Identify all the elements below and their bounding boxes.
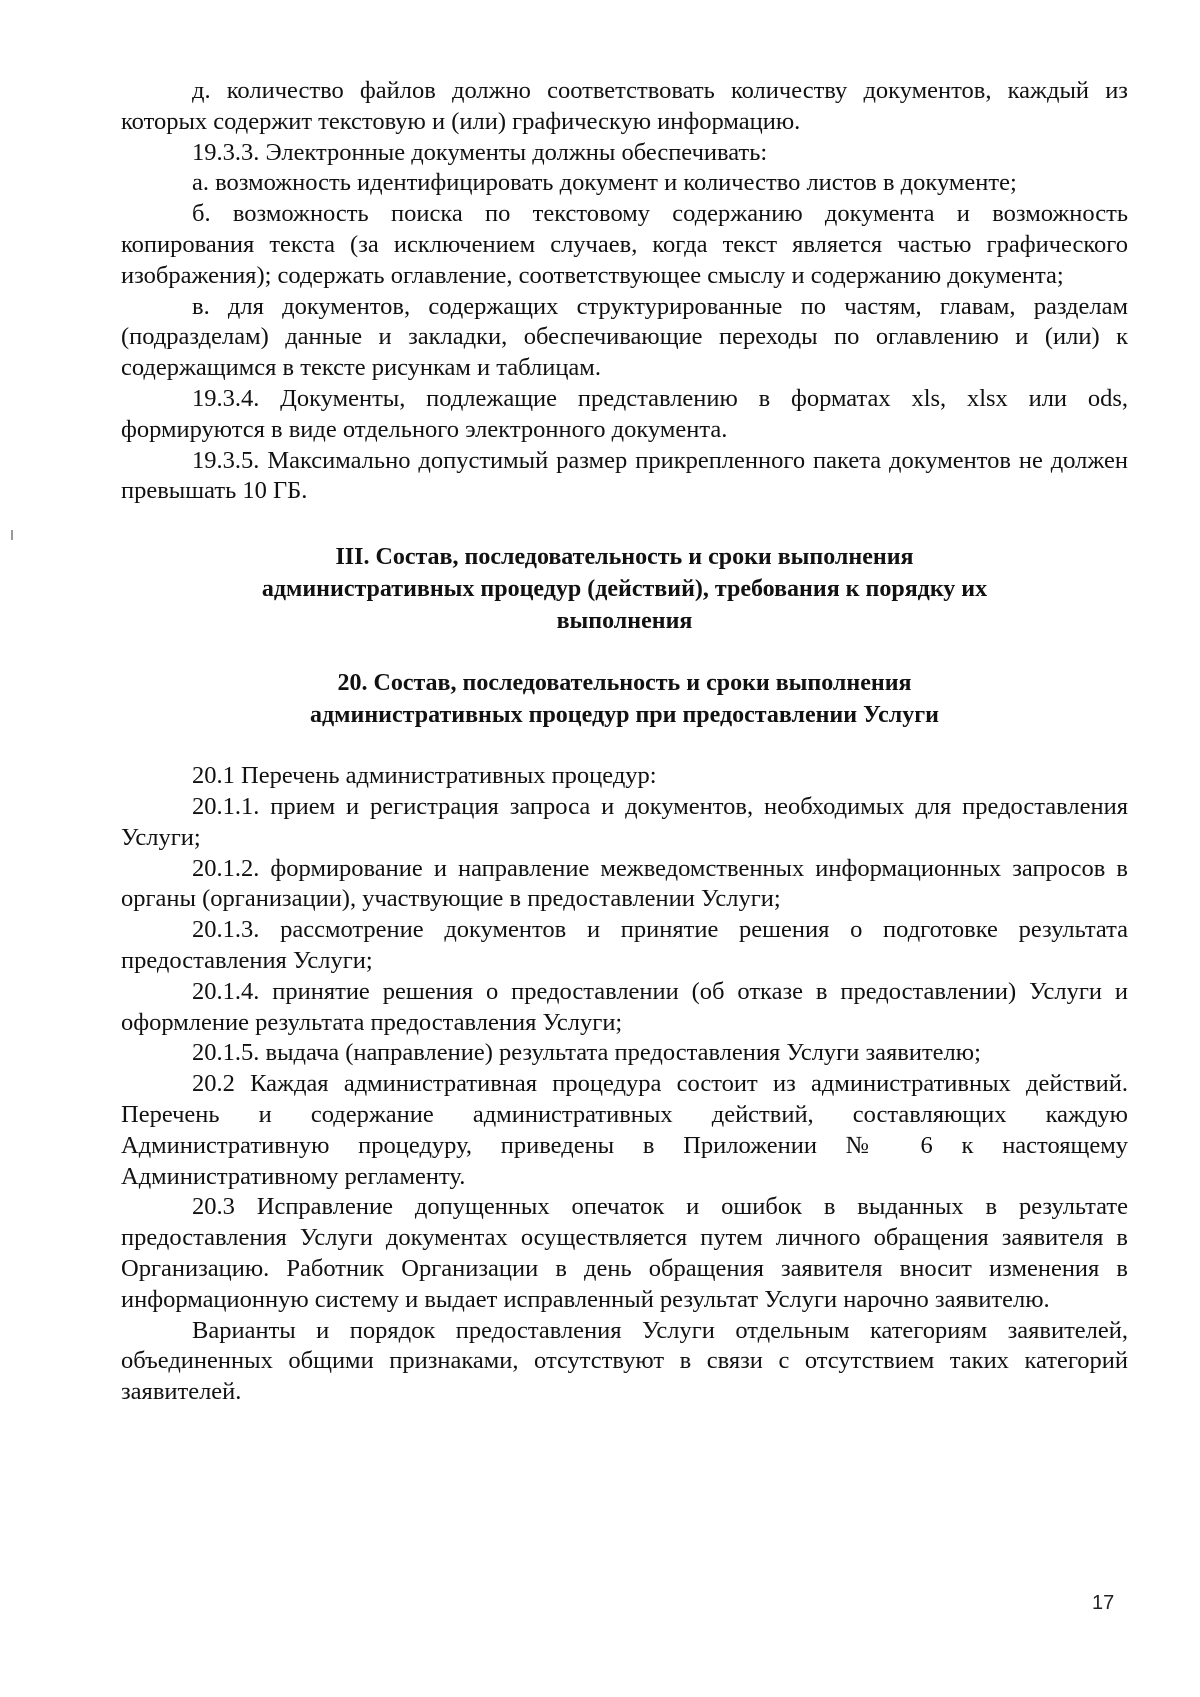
subsection-heading-20	[121, 667, 1128, 731]
section-heading-iii	[121, 541, 1128, 637]
paragraph-20-1: 20.1 Перечень административных процедур:	[192, 762, 657, 790]
paragraph-d-files: д. количество файлов должно соответствовать количеству документов, каждый из которых содержит текстовую и (или) графическую информацию.	[121, 77, 1128, 135]
paragraph-20-3: 20.3 Исправление допущенных опечаток и ошибок в выданных в результате предоставления Услуги документах осуществляется путем личного обращения заявителя в Организацию. Работник Организации в день обращения заявителя вносит изменения в информационную систему и выдает исправленный результат Услуги нарочно заявителю.	[121, 1193, 1128, 1313]
section-heading-line: III. Состав, последовательность и сроки выполнения	[335, 544, 914, 571]
paragraph-20-1-4: 20.1.4. принятие решения о предоставлении (об отказе в предоставлении) Услуги и оформление результата предоставления Услуги;	[121, 977, 1128, 1036]
subsection-heading-line: административных процедур при предоставлении Услуги	[310, 702, 939, 729]
scan-margin-mark	[11, 530, 13, 540]
paragraph-20-2: 20.2 Каждая административная процедура состоит из административных действий. Перечень и содержание административных действий, составляющих каждую Административную процедуру, приведены в Приложении № 6 к настоящему Административному регламенту.	[121, 1070, 1128, 1190]
paragraph-20-1-1: 20.1.1. прием и регистрация запроса и документов, необходимых для предоставления Услуги;	[121, 792, 1128, 851]
section-heading-line: выполнения	[556, 608, 693, 635]
paragraph-b-search: б. возможность поиска по текстовому содержанию документа и возможность копирования текста (за исключением случаев, когда текст является частью графического изображения); содержать оглавление, соответствующее смыслу и содержанию документа;	[121, 200, 1128, 289]
paragraph-19-3-3: 19.3.3. Электронные документы должны обеспечивать:	[192, 138, 768, 166]
paragraph-20-1-3: 20.1.3. рассмотрение документов и принятие решения о подготовке результата предоставления Услуги;	[121, 916, 1128, 974]
paragraph-19-3-4: 19.3.4. Документы, подлежащие представлению в форматах xls, xlsx или ods, формируются в виде отдельного электронного документа.	[121, 384, 1128, 443]
paragraph-variants: Варианты и порядок предоставления Услуги отдельным категориям заявителей, объединенных общими признаками, отсутствуют в связи с отсутствием таких категорий заявителей.	[121, 1316, 1128, 1406]
paragraph-20-1-5: 20.1.5. выдача (направление) результата предоставления Услуги заявителю;	[192, 1039, 981, 1067]
page-number: 17	[1092, 1592, 1115, 1614]
paragraph-v-structured: в. для документов, содержащих структурированные по частям, главам, разделам (подразделам) данные и закладки, обеспечивающие переходы по оглавлению и (или) к содержащимся в тексте рисункам и таблицам.	[121, 292, 1128, 382]
paragraph-20-1-2: 20.1.2. формирование и направление межведомственных информационных запросов в органы (организации), участвующие в предоставлении Услуги;	[121, 854, 1128, 913]
paragraph-a-identify: а. возможность идентифицировать документ и количество листов в документе;	[192, 169, 1017, 197]
subsection-heading-line: 20. Состав, последовательность и сроки выполнения	[337, 670, 912, 697]
paragraph-19-3-5: 19.3.5. Максимально допустимый размер прикрепленного пакета документов не должен превышать 10 ГБ.	[121, 446, 1128, 505]
document-page	[121, 76, 1128, 1408]
section-heading-line: административных процедур (действий), требования к порядку их	[261, 576, 988, 603]
